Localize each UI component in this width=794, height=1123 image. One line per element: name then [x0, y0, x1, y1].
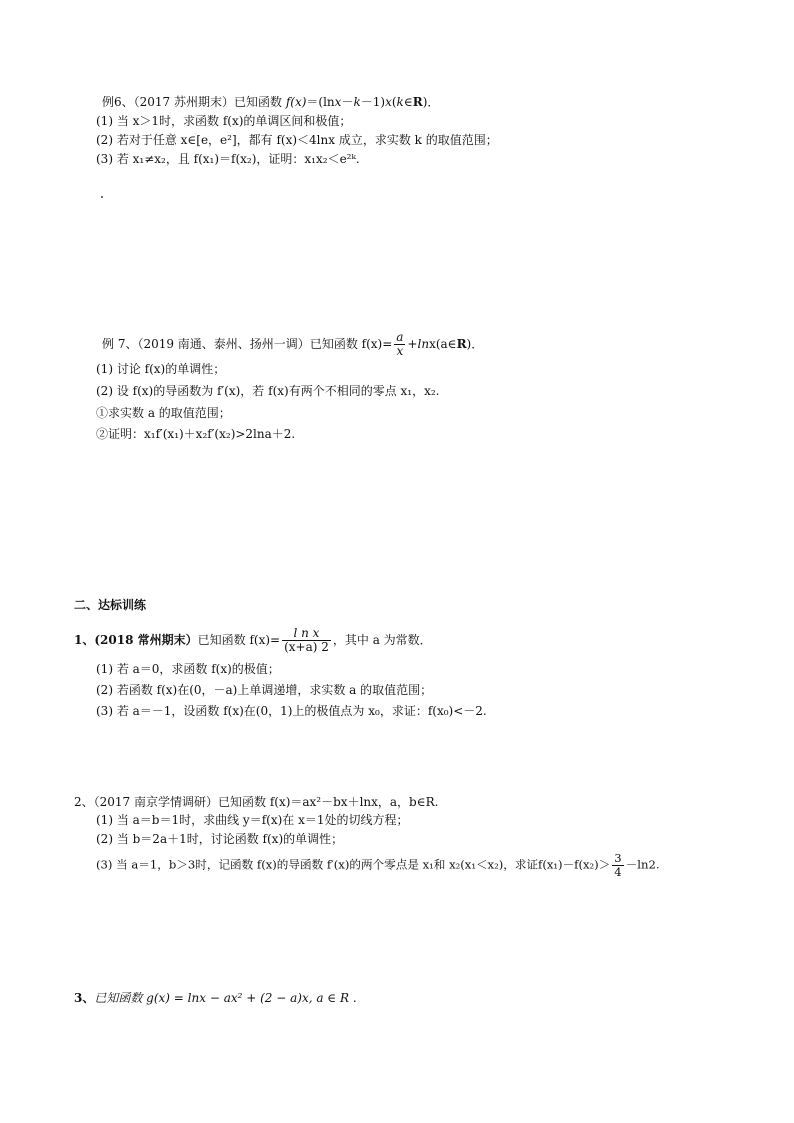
stem-text: ( — [391, 95, 397, 109]
example-6-q3: (3) 若 x₁≠x₂，且 f(x₁)＝f(x₂)，证明：x₁x₂＜e²ᵏ. — [96, 152, 360, 166]
example-6-q1: (1) 当 x＞1时，求函数 f(x)的单调区间和极值； — [96, 114, 352, 128]
problem-2-q3 — [96, 852, 660, 879]
example-7-q1: (1) 讨论 f(x)的单调性； — [96, 362, 226, 376]
example-label: 例6、 — [102, 95, 134, 109]
math-fx: f(x) — [285, 95, 307, 109]
stem-text: ＝(ln — [306, 95, 335, 109]
math-set-R: R — [412, 95, 423, 109]
problem-1-q1: (1) 若 a＝0，求函数 f(x)的极值； — [96, 662, 280, 676]
fraction-denominator: (x+a) 2 — [284, 640, 329, 654]
example-label: 例 7、 — [102, 337, 138, 351]
problem-label: 2、 — [74, 795, 94, 809]
fraction-numerator: 3 — [614, 851, 622, 865]
source-tag: (2018 常州期末） — [94, 633, 198, 647]
problem-1-q3: (3) 若 a＝－1，设函数 f(x)在(0，1)上的极值点为 x₀，求证：f(x₀)<－2. — [96, 704, 487, 718]
fraction-three-quarters — [612, 852, 623, 879]
problem-1-stem — [74, 627, 432, 654]
stem-text: )． — [466, 337, 484, 351]
stem-text: ∈ — [403, 95, 413, 109]
source-tag: （2017 苏州期末） — [133, 95, 234, 109]
fraction-numerator: l n x — [293, 626, 320, 640]
stem-text: x(a∈ — [429, 337, 457, 351]
stem-text: 已知函数 f(x)= — [197, 633, 281, 647]
section-title: 二、达标训练 — [74, 598, 147, 612]
problem-1-q2: (2) 若函数 f(x)在(0，－a)上单调递增，求实数 a 的取值范围； — [96, 683, 433, 697]
math-ln: ln — [417, 337, 430, 351]
fraction-denominator: x — [394, 344, 405, 358]
example-6-stem — [102, 94, 439, 110]
stem-text: )． — [422, 95, 440, 109]
example-7-q2a: ①求实数 a 的取值范围； — [96, 406, 231, 420]
stray-dot — [101, 196, 103, 198]
stem-text: －1) — [360, 95, 386, 109]
problem-2-q2: (2) 当 b＝2a＋1时，讨论函数 f(x)的单调性； — [96, 832, 344, 846]
stem-text: 已知函数 — [234, 95, 286, 109]
math-var: k — [353, 95, 361, 109]
fraction-numerator: a — [396, 330, 404, 344]
example-6-q2: (2) 若对于任意 x∈[e，e²]，都有 f(x)＜4lnx 成立，求实数 k 的取值范围； — [96, 133, 498, 147]
fraction-a-over-x — [394, 331, 405, 358]
stem-text: + — [407, 337, 418, 351]
problem-2-stem — [74, 794, 438, 810]
example-7-stem — [102, 331, 483, 358]
math-set-R: R — [456, 337, 467, 351]
math-var: x — [385, 95, 392, 109]
fraction-lnx-over-x-plus-a-squared — [282, 627, 331, 654]
stem-text: － — [341, 95, 354, 109]
stem-text: 已知函数 f(x)= — [309, 337, 393, 351]
fraction-denominator: 4 — [614, 865, 622, 879]
example-7-q2: (2) 设 f(x)的导函数为 f′(x)，若 f(x)有两个不相同的零点 x₁，x₂. — [96, 384, 440, 398]
problem-3-stem — [74, 990, 357, 1006]
math-var: k — [396, 95, 404, 109]
stem-text: (3) 当 a＝1，b＞3时，记函数 f(x)的导函数 f′(x)的两个零点是 x₁和 x₂(x₁＜x₂)，求证f(x₁)－f(x₂)＞ — [96, 857, 611, 872]
problem-label: 3、 — [74, 991, 95, 1005]
problem-2-q1: (1) 当 a＝b＝1时，求曲线 y＝f(x)在 x＝1处的切线方程； — [96, 813, 409, 827]
stem-text: －ln2. — [625, 857, 660, 872]
source-tag: （2019 南通、泰州、扬州一调） — [137, 337, 310, 351]
stem-text: 已知函数 f(x)＝ax²－bx＋lnx，a，b∈R. — [218, 795, 439, 809]
problem-label: 1、 — [74, 633, 95, 647]
stem-text: 已知函数 g(x) = lnx − ax² + (2 − a)x, a ∈ R . — [94, 991, 357, 1005]
source-tag: （2017 南京学情调研） — [93, 795, 218, 809]
math-var: x — [334, 95, 342, 109]
stem-text: ，其中 a 为常数． — [332, 633, 432, 647]
example-7-q2b: ②证明：x₁f′(x₁)＋x₂f′(x₂)>2lna＋2. — [96, 427, 296, 441]
